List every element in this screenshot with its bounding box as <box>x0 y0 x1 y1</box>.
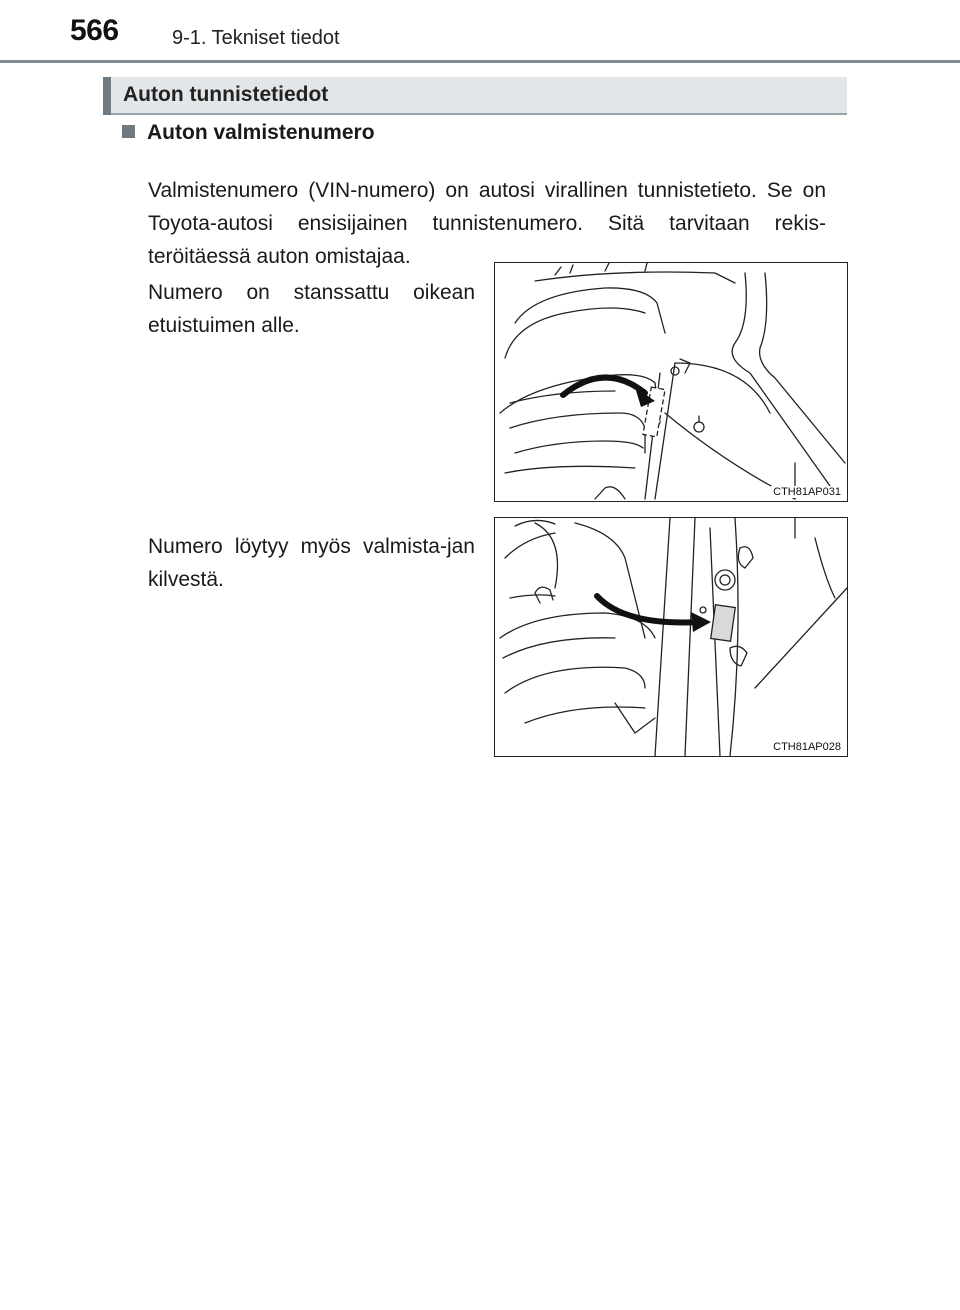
seat-floor-vin-illustration <box>495 263 847 501</box>
door-pillar-plate-illustration <box>495 518 847 756</box>
figure-1 <box>494 262 848 502</box>
figure-1-code: CTH81AP031 <box>773 486 841 498</box>
figure-1-caption: Numero on stanssattu oikean etuistuimen alle. <box>148 281 475 337</box>
header-rule <box>0 60 960 63</box>
section-title: Auton tunnistetiedot <box>123 83 329 106</box>
figure-2 <box>494 517 848 757</box>
section-accent <box>103 77 111 115</box>
square-bullet-icon <box>122 125 135 138</box>
section-title-bar <box>103 77 847 115</box>
figure-2-code: CTH81AP028 <box>773 741 841 753</box>
running-head: 9-1. Tekniset tiedot <box>172 27 340 49</box>
subsection-heading-text: Auton valmistenumero <box>147 121 375 144</box>
body-paragraph: Valmistenumero (VIN-numero) on autosi virallinen tunnistetieto. Se on Toyota-autosi ensisijainen tunnistenumero. Sitä tarvitaan rekis-teröitäessä auton omistajaa. <box>148 179 826 268</box>
subsection-heading <box>122 121 375 145</box>
figure-2-caption: Numero löytyy myös valmista-jan kilvestä. <box>148 535 475 591</box>
page-number: 566 <box>70 14 119 47</box>
